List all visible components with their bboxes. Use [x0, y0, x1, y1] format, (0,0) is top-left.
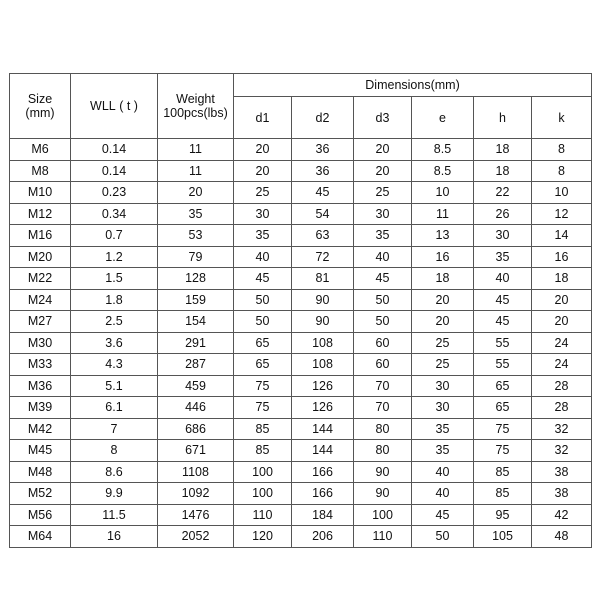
d2-cell: 63 — [292, 225, 354, 247]
table-body — [10, 139, 592, 548]
wll-cell: 3.6 — [71, 332, 158, 354]
d2-cell: 144 — [292, 418, 354, 440]
d2-cell: 90 — [292, 289, 354, 311]
d1-cell: 35 — [234, 225, 292, 247]
table-row — [10, 139, 592, 161]
table-row — [10, 440, 592, 462]
d2-cell: 166 — [292, 461, 354, 483]
d1-cell: 75 — [234, 397, 292, 419]
weight-cell: 671 — [158, 440, 234, 462]
size-header-line-2: (mm) — [25, 106, 55, 120]
d1-cell: 110 — [234, 504, 292, 526]
wll-cell: 0.34 — [71, 203, 158, 225]
e-cell: 30 — [412, 397, 474, 419]
d2-cell: 45 — [292, 182, 354, 204]
weight-header — [158, 74, 234, 139]
size-cell: M42 — [10, 418, 71, 440]
e-cell: 45 — [412, 504, 474, 526]
weight-cell: 128 — [158, 268, 234, 290]
wll-cell: 5.1 — [71, 375, 158, 397]
e-cell: 8.5 — [412, 139, 474, 161]
wll-cell: 6.1 — [71, 397, 158, 419]
size-cell: M27 — [10, 311, 71, 333]
k-cell: 24 — [532, 332, 592, 354]
size-cell: M20 — [10, 246, 71, 268]
h-cell: 105 — [474, 526, 532, 548]
wll-cell: 16 — [71, 526, 158, 548]
d2-cell: 126 — [292, 375, 354, 397]
k-cell: 12 — [532, 203, 592, 225]
d2-cell: 90 — [292, 311, 354, 333]
d2-cell: 72 — [292, 246, 354, 268]
wll-cell: 1.8 — [71, 289, 158, 311]
k-cell: 20 — [532, 311, 592, 333]
h-cell: 18 — [474, 160, 532, 182]
size-header — [10, 74, 71, 139]
d1-cell: 65 — [234, 332, 292, 354]
d3-cell: 30 — [354, 203, 412, 225]
wll-cell: 0.7 — [71, 225, 158, 247]
size-cell: M8 — [10, 160, 71, 182]
h-cell: 75 — [474, 418, 532, 440]
weight-cell: 2052 — [158, 526, 234, 548]
d3-cell: 35 — [354, 225, 412, 247]
weight-cell: 11 — [158, 139, 234, 161]
h-cell: 55 — [474, 354, 532, 376]
k-cell: 8 — [532, 160, 592, 182]
wll-cell: 0.14 — [71, 139, 158, 161]
d2-cell: 36 — [292, 160, 354, 182]
h-cell: 40 — [474, 268, 532, 290]
d2-cell: 54 — [292, 203, 354, 225]
d3-cell: 20 — [354, 139, 412, 161]
k-cell: 42 — [532, 504, 592, 526]
table-row — [10, 268, 592, 290]
e-cell: 35 — [412, 418, 474, 440]
d3-cell: 50 — [354, 289, 412, 311]
weight-cell: 446 — [158, 397, 234, 419]
k-cell: 32 — [532, 440, 592, 462]
d2-cell: 108 — [292, 354, 354, 376]
size-cell: M39 — [10, 397, 71, 419]
k-cell: 24 — [532, 354, 592, 376]
d2-cell: 166 — [292, 483, 354, 505]
weight-cell: 291 — [158, 332, 234, 354]
e-cell: 11 — [412, 203, 474, 225]
size-cell: M36 — [10, 375, 71, 397]
size-cell: M24 — [10, 289, 71, 311]
size-cell: M56 — [10, 504, 71, 526]
weight-cell: 79 — [158, 246, 234, 268]
wll-cell: 1.5 — [71, 268, 158, 290]
wll-cell: 9.9 — [71, 483, 158, 505]
size-cell: M33 — [10, 354, 71, 376]
weight-cell: 20 — [158, 182, 234, 204]
table-row — [10, 461, 592, 483]
k-cell: 10 — [532, 182, 592, 204]
header-row-top — [10, 74, 592, 97]
d3-cell: 80 — [354, 440, 412, 462]
e-cell: 25 — [412, 332, 474, 354]
weight-cell: 1092 — [158, 483, 234, 505]
weight-cell: 159 — [158, 289, 234, 311]
e-cell: 16 — [412, 246, 474, 268]
d1-cell: 65 — [234, 354, 292, 376]
d2-cell: 126 — [292, 397, 354, 419]
d1-cell: 100 — [234, 483, 292, 505]
weight-cell: 686 — [158, 418, 234, 440]
weight-header-line-2: 100pcs(lbs) — [163, 106, 228, 120]
k-cell: 38 — [532, 483, 592, 505]
h-cell: 85 — [474, 461, 532, 483]
table-row — [10, 160, 592, 182]
e-cell: 8.5 — [412, 160, 474, 182]
specification-table — [9, 73, 592, 548]
d1-cell: 85 — [234, 418, 292, 440]
dim-header-h: h — [474, 97, 532, 139]
table-row — [10, 182, 592, 204]
dim-header-d1: d1 — [234, 97, 292, 139]
size-cell: M6 — [10, 139, 71, 161]
size-cell: M52 — [10, 483, 71, 505]
k-cell: 14 — [532, 225, 592, 247]
h-cell: 35 — [474, 246, 532, 268]
d3-cell: 50 — [354, 311, 412, 333]
d3-cell: 90 — [354, 483, 412, 505]
weight-cell: 11 — [158, 160, 234, 182]
table-row — [10, 375, 592, 397]
d1-cell: 45 — [234, 268, 292, 290]
size-cell: M30 — [10, 332, 71, 354]
size-cell: M48 — [10, 461, 71, 483]
h-cell: 30 — [474, 225, 532, 247]
e-cell: 35 — [412, 440, 474, 462]
d3-cell: 20 — [354, 160, 412, 182]
h-cell: 85 — [474, 483, 532, 505]
h-cell: 26 — [474, 203, 532, 225]
size-header-line-1: Size — [27, 92, 53, 106]
h-cell: 55 — [474, 332, 532, 354]
table-row — [10, 504, 592, 526]
d2-cell: 206 — [292, 526, 354, 548]
d3-cell: 70 — [354, 375, 412, 397]
d3-cell: 60 — [354, 354, 412, 376]
d2-cell: 36 — [292, 139, 354, 161]
d1-cell: 50 — [234, 289, 292, 311]
table-row — [10, 203, 592, 225]
table-row — [10, 418, 592, 440]
d2-cell: 81 — [292, 268, 354, 290]
e-cell: 40 — [412, 461, 474, 483]
weight-cell: 287 — [158, 354, 234, 376]
wll-cell: 1.2 — [71, 246, 158, 268]
wll-cell: 11.5 — [71, 504, 158, 526]
d3-cell: 100 — [354, 504, 412, 526]
k-cell: 28 — [532, 375, 592, 397]
wll-cell: 0.14 — [71, 160, 158, 182]
k-cell: 20 — [532, 289, 592, 311]
size-cell: M10 — [10, 182, 71, 204]
wll-cell: 0.23 — [71, 182, 158, 204]
weight-cell: 35 — [158, 203, 234, 225]
weight-header-line-1: Weight — [176, 92, 215, 106]
k-cell: 18 — [532, 268, 592, 290]
e-cell: 18 — [412, 268, 474, 290]
wll-cell: 2.5 — [71, 311, 158, 333]
k-cell: 8 — [532, 139, 592, 161]
d1-cell: 85 — [234, 440, 292, 462]
d3-cell: 80 — [354, 418, 412, 440]
weight-cell: 1108 — [158, 461, 234, 483]
d3-cell: 110 — [354, 526, 412, 548]
d3-cell: 40 — [354, 246, 412, 268]
weight-cell: 53 — [158, 225, 234, 247]
e-cell: 25 — [412, 354, 474, 376]
h-cell: 65 — [474, 397, 532, 419]
d1-cell: 75 — [234, 375, 292, 397]
d1-cell: 100 — [234, 461, 292, 483]
e-cell: 13 — [412, 225, 474, 247]
k-cell: 16 — [532, 246, 592, 268]
e-cell: 40 — [412, 483, 474, 505]
e-cell: 50 — [412, 526, 474, 548]
k-cell: 28 — [532, 397, 592, 419]
dimensions-header: Dimensions(mm) — [234, 74, 592, 97]
e-cell: 20 — [412, 289, 474, 311]
d1-cell: 50 — [234, 311, 292, 333]
wll-header: WLL ( t ) — [71, 74, 158, 139]
h-cell: 45 — [474, 289, 532, 311]
h-cell: 22 — [474, 182, 532, 204]
e-cell: 20 — [412, 311, 474, 333]
wll-cell: 8.6 — [71, 461, 158, 483]
h-cell: 65 — [474, 375, 532, 397]
weight-cell: 1476 — [158, 504, 234, 526]
e-cell: 10 — [412, 182, 474, 204]
h-cell: 18 — [474, 139, 532, 161]
d1-cell: 30 — [234, 203, 292, 225]
table-row — [10, 354, 592, 376]
table-row — [10, 311, 592, 333]
d1-cell: 20 — [234, 139, 292, 161]
size-cell: M64 — [10, 526, 71, 548]
d1-cell: 120 — [234, 526, 292, 548]
size-cell: M45 — [10, 440, 71, 462]
h-cell: 45 — [474, 311, 532, 333]
h-cell: 75 — [474, 440, 532, 462]
weight-cell: 154 — [158, 311, 234, 333]
h-cell: 95 — [474, 504, 532, 526]
d3-cell: 60 — [354, 332, 412, 354]
wll-cell: 4.3 — [71, 354, 158, 376]
table-row — [10, 225, 592, 247]
dim-header-e: e — [412, 97, 474, 139]
size-cell: M16 — [10, 225, 71, 247]
d1-cell: 25 — [234, 182, 292, 204]
d2-cell: 108 — [292, 332, 354, 354]
dim-header-d3: d3 — [354, 97, 412, 139]
d1-cell: 20 — [234, 160, 292, 182]
e-cell: 30 — [412, 375, 474, 397]
dim-header-k: k — [532, 97, 592, 139]
d2-cell: 184 — [292, 504, 354, 526]
k-cell: 32 — [532, 418, 592, 440]
size-cell: M12 — [10, 203, 71, 225]
d3-cell: 45 — [354, 268, 412, 290]
dim-header-d2: d2 — [292, 97, 354, 139]
k-cell: 38 — [532, 461, 592, 483]
weight-cell: 459 — [158, 375, 234, 397]
wll-cell: 7 — [71, 418, 158, 440]
d3-cell: 90 — [354, 461, 412, 483]
table-row — [10, 289, 592, 311]
wll-cell: 8 — [71, 440, 158, 462]
size-cell: M22 — [10, 268, 71, 290]
table-row — [10, 483, 592, 505]
d2-cell: 144 — [292, 440, 354, 462]
table-row — [10, 246, 592, 268]
d3-cell: 25 — [354, 182, 412, 204]
table-row — [10, 332, 592, 354]
d3-cell: 70 — [354, 397, 412, 419]
table-row — [10, 526, 592, 548]
d1-cell: 40 — [234, 246, 292, 268]
k-cell: 48 — [532, 526, 592, 548]
table-row — [10, 397, 592, 419]
